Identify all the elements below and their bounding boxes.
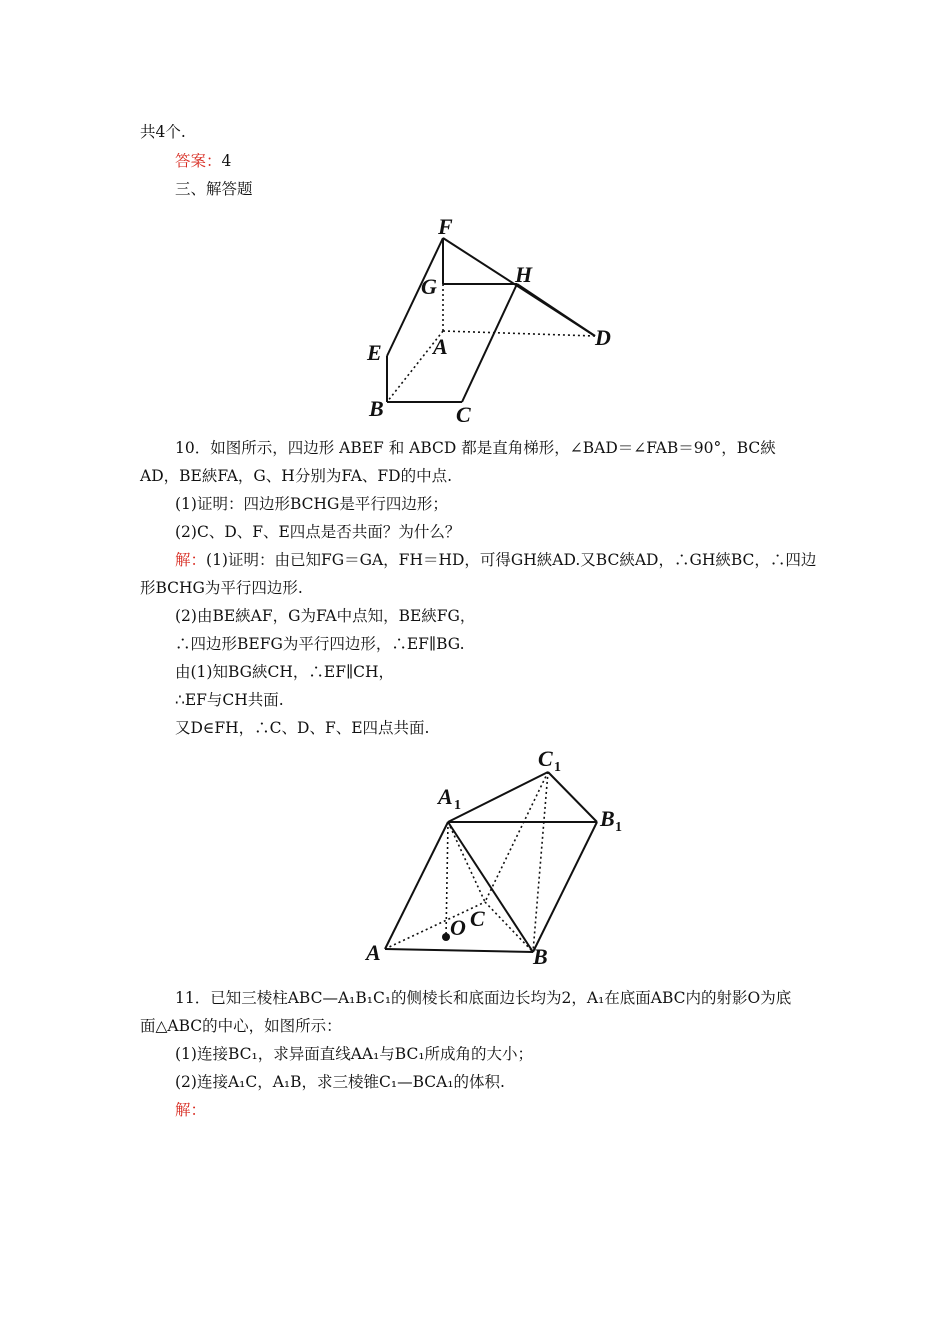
q10-solution-label: 解： — [175, 551, 207, 569]
prev-answer-line: 共4个. — [140, 123, 186, 141]
label-O: O — [450, 915, 466, 940]
label-G: G — [421, 274, 437, 299]
label-H: H — [515, 262, 533, 287]
section-heading: 三、解答题 — [175, 180, 253, 198]
q10-solution-line5: 由(1)知BG綊CH，∴EF∥CH， — [175, 663, 394, 681]
q11-part2: (2)连接A₁C，A₁B，求三棱锥C₁—BCA₁的体积. — [175, 1073, 505, 1091]
answer-value: 4 — [221, 152, 232, 170]
q11-part1: (1)连接BC₁，求异面直线AA₁与BC₁所成角的大小； — [175, 1045, 534, 1063]
q10-line1: 10．如图所示，四边形 ABEF 和 ABCD 都是直角梯形，∠BAD＝∠FAB＝90°，BC綊 — [175, 439, 776, 457]
q10-solution-line3: (2)由BE綊AF，G为FA中点知，BE綊FG， — [175, 607, 476, 625]
label-C1: C — [538, 746, 553, 771]
q10-solution-line7: 又D∈FH，∴C、D、F、E四点共面. — [175, 719, 430, 737]
label-A: A — [366, 940, 381, 965]
q10-solution-line2: 形BCHG为平行四边形. — [140, 579, 303, 597]
svg-text:1: 1 — [554, 760, 561, 775]
q11-line2: 面△ABC的中心，如图所示： — [140, 1017, 342, 1035]
q10-solution-line4: ∴四边形BEFG为平行四边形，∴EF∥BG. — [175, 635, 465, 653]
q10-part1: (1)证明：四边形BCHG是平行四边形； — [175, 495, 448, 513]
answer-label: 答案： — [175, 152, 222, 170]
figure-trapezoid-solid — [355, 210, 625, 430]
label-D: D — [595, 325, 611, 350]
q10-part2: (2)C、D、F、E四点是否共面？为什么？ — [175, 523, 461, 541]
label-A: A — [433, 334, 448, 359]
svg-text:1: 1 — [615, 820, 622, 835]
q10-solution-line1: 解：(1)证明：由已知FG＝GA，FH＝HD，可得GH綊AD.又BC綊AD，∴GH綊BC，∴四边 — [175, 551, 817, 569]
q11-solution-label: 解： — [175, 1101, 207, 1119]
label-C: C — [456, 402, 471, 427]
svg-text:1: 1 — [454, 798, 461, 813]
label-C: C — [470, 906, 485, 931]
answer-line — [175, 151, 231, 171]
label-B: B — [533, 944, 548, 969]
label-A1: A — [438, 784, 453, 809]
label-F: F — [438, 214, 453, 239]
q11-line1: 11．已知三棱柱ABC—A₁B₁C₁的侧棱长和底面边长均为2，A₁在底面ABC内的射影O为底 — [175, 989, 792, 1007]
figure-triangular-prism — [360, 742, 640, 974]
q10-line2: AD，BE綊FA，G、H分别为FA、FD的中点. — [140, 467, 453, 485]
label-B: B — [369, 396, 384, 421]
q10-solution-line6: ∴EF与CH共面. — [175, 691, 284, 709]
label-B1: B — [600, 806, 615, 831]
label-E: E — [367, 340, 382, 365]
